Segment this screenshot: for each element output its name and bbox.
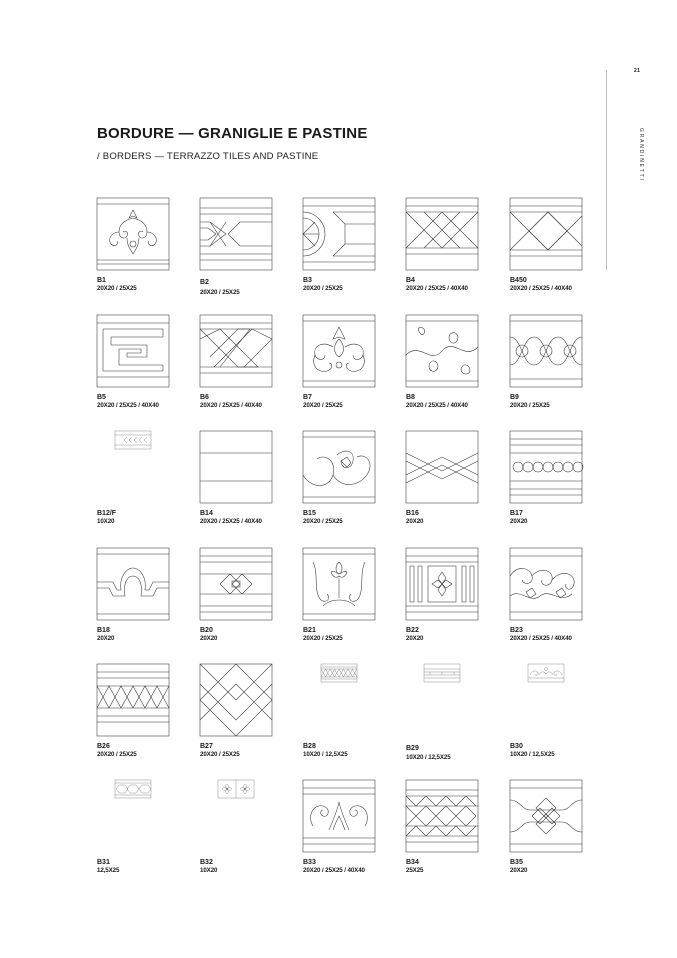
- tile-sizes: 20X20 / 25X25: [200, 289, 240, 296]
- tile-sizes: 20X20 / 25X25 / 40X40: [303, 867, 365, 874]
- tile-code: B8: [406, 394, 415, 401]
- tile-code: B30: [510, 743, 523, 750]
- tile-sizes: 20X20 / 25X25: [303, 635, 343, 642]
- tile-code: B34: [406, 859, 419, 866]
- brand-label: GRANDINETTI: [638, 128, 644, 182]
- tile-sizes: 20X20: [200, 635, 218, 642]
- tile-sizes: 20X20: [97, 635, 115, 642]
- tile-sizes: 20X20: [406, 635, 424, 642]
- tile-code: B35: [510, 859, 523, 866]
- tile-code: B18: [97, 627, 110, 634]
- tile-sizes: 10X20: [97, 518, 115, 525]
- tile-code: B7: [303, 394, 312, 401]
- page-subtitle: / BORDERS — TERRAZZO TILES AND PASTINE: [97, 151, 319, 162]
- tile-sizes: 20X20 / 25X25 / 40X40: [406, 285, 468, 292]
- tile-code: B12/F: [97, 510, 117, 517]
- side-divider: [606, 70, 607, 270]
- tile-sizes: 20X20 / 25X25 / 40X40: [510, 635, 572, 642]
- lattice-band-icon: [200, 548, 272, 620]
- tile-code: B22: [406, 627, 419, 634]
- tile-sizes: 10X20 / 12,5X25: [406, 754, 451, 761]
- scroll-ornament-icon: [97, 198, 169, 270]
- narrow-dash-icon: [406, 664, 478, 700]
- tile-code: B2: [200, 279, 209, 286]
- tile-sizes: 20X20 / 25X25 / 40X40: [200, 402, 262, 409]
- tile-sizes: 20X20 / 25X25: [200, 751, 240, 758]
- tile-code: B5: [97, 394, 106, 401]
- tile-code: B27: [200, 743, 213, 750]
- narrow-zigzag-icon: [303, 664, 375, 700]
- arabesque-icon: [510, 548, 582, 620]
- tile-code: B32: [200, 859, 213, 866]
- tile-code: B9: [510, 394, 519, 401]
- plain-band-icon: [200, 431, 272, 503]
- tile-sizes: 20X20 / 25X25 / 40X40: [406, 402, 468, 409]
- x-band-icon: [200, 198, 272, 270]
- acanthus-icon: [303, 780, 375, 852]
- tile-sizes: 20X20 / 25X25: [303, 518, 343, 525]
- double-rosette-icon: [200, 780, 272, 816]
- pillar-rosette-icon: [406, 548, 478, 620]
- tile-sizes: 25X25: [406, 867, 424, 874]
- hexagon-chain-icon: [97, 780, 169, 816]
- tile-code: B23: [510, 627, 523, 634]
- tile-code: B4: [406, 277, 415, 284]
- greek-key-icon: [97, 315, 169, 387]
- tile-sizes: 20X20 / 25X25: [303, 402, 343, 409]
- tile-sizes: 20X20 / 25X25: [97, 751, 137, 758]
- page-title: BORDURE — GRANIGLIE E PASTINE: [97, 125, 368, 142]
- tile-sizes: 20X20 / 25X25 / 40X40: [510, 285, 572, 292]
- double-x-icon: [406, 198, 478, 270]
- diamond-x-icon: [510, 198, 582, 270]
- tile-sizes: 20X20: [406, 518, 424, 525]
- tile-code: B28: [303, 743, 316, 750]
- braid-diagonal-icon: [200, 315, 272, 387]
- tile-code: B17: [510, 510, 523, 517]
- narrow-scroll-icon: [510, 664, 582, 700]
- tile-code: B31: [97, 859, 110, 866]
- tile-sizes: 10X20 / 12,5X25: [303, 751, 348, 758]
- tile-code: B14: [200, 510, 213, 517]
- tile-sizes: 20X20 / 25X25: [510, 402, 550, 409]
- tile-sizes: 20X20 / 25X25 / 40X40: [97, 402, 159, 409]
- knot-band-icon: [510, 780, 582, 852]
- zigzag-band-icon: [97, 664, 169, 736]
- tile-sizes: 20X20 / 25X25: [303, 285, 343, 292]
- arch-icon: [97, 548, 169, 620]
- tile-sizes: 20X20 / 25X25: [97, 285, 137, 292]
- tile-code: B15: [303, 510, 316, 517]
- tile-sizes: 10X20: [200, 867, 218, 874]
- tile-code: B20: [200, 627, 213, 634]
- tile-sizes: 20X20 / 25X25 / 40X40: [200, 518, 262, 525]
- spiral-flower-icon: [303, 431, 375, 503]
- vine-leaf-icon: [406, 315, 478, 387]
- tile-code: B1: [97, 277, 106, 284]
- tile-code: B3: [303, 277, 312, 284]
- chain-band-icon: [510, 431, 582, 503]
- tile-code: B33: [303, 859, 316, 866]
- chevron-band-icon: [97, 431, 169, 467]
- fleur-scroll-icon: [303, 315, 375, 387]
- guilloche-icon: [510, 315, 582, 387]
- floral-scroll-icon: [303, 548, 375, 620]
- tile-code: B26: [97, 743, 110, 750]
- tile-code: B29: [406, 745, 419, 752]
- tile-code: B21: [303, 627, 316, 634]
- triangle-band-icon: [406, 780, 478, 852]
- tile-code: B16: [406, 510, 419, 517]
- big-diamond-icon: [200, 664, 272, 736]
- half-wheel-icon: [303, 198, 375, 270]
- tile-sizes: 10X20 / 12,5X25: [510, 751, 555, 758]
- tile-sizes: 20X20: [510, 867, 528, 874]
- ribbon-twist-icon: [406, 431, 478, 503]
- tile-sizes: 20X20: [510, 518, 528, 525]
- tile-code: B450: [510, 277, 527, 284]
- page-number: 21: [634, 68, 641, 74]
- tile-code: B6: [200, 394, 209, 401]
- tile-sizes: 12,5X25: [97, 867, 120, 874]
